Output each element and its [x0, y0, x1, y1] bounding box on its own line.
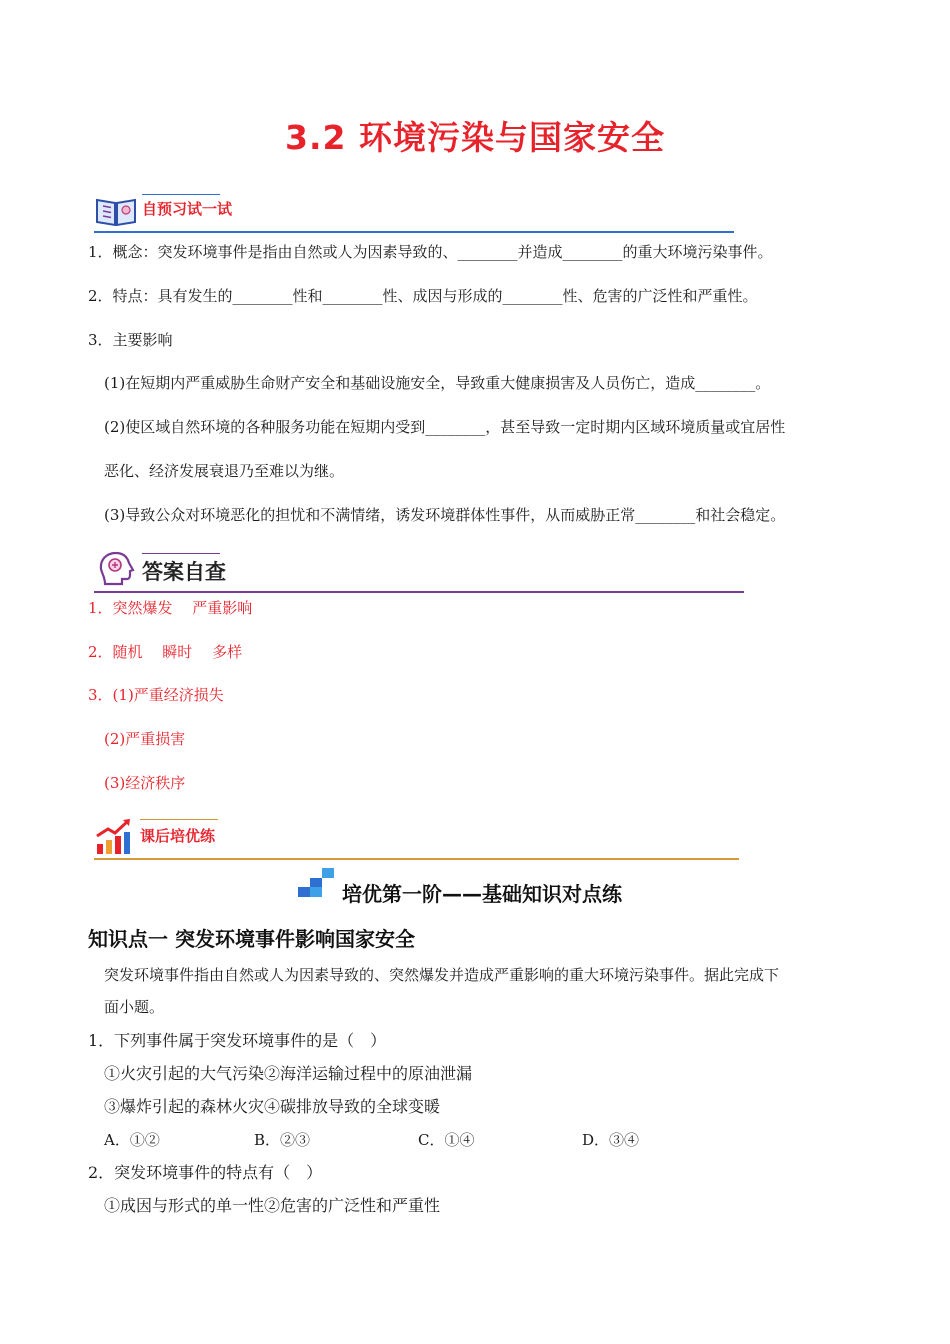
- knowledge-point-title: 知识点一 突发环境事件影响国家安全: [88, 927, 415, 951]
- level-heading: [298, 868, 718, 908]
- practice-intro-1: 突发环境事件指由自然或人为因素导致的、突然爆发并造成严重影响的重大环境污染事件。据此完成下: [104, 966, 780, 984]
- practice-banner-underline: [140, 819, 218, 820]
- answer-item-1: 1．突然爆发 严重影响: [88, 599, 253, 617]
- stairs-icon: [298, 868, 338, 898]
- answers-banner-label: 答案自查: [142, 560, 226, 584]
- q2-statements-1: ①成因与形式的单一性②危害的广泛性和严重性: [104, 1196, 441, 1215]
- preview-banner-label: 自预习试一试: [142, 200, 233, 218]
- practice-section-banner: [94, 816, 739, 860]
- q1-statements-2: ③爆炸引起的森林火灾④碳排放导致的全球变暖: [104, 1097, 441, 1116]
- q1-option-a[interactable]: A．①②: [104, 1131, 160, 1149]
- growth-chart-icon: [94, 816, 134, 856]
- level-title: 培优第一阶——基础知识对点练: [342, 882, 622, 906]
- q1-option-c[interactable]: C．①④: [418, 1131, 475, 1149]
- preview-section-banner: [94, 190, 734, 232]
- q1-option-b[interactable]: B．②③: [254, 1131, 311, 1149]
- brain-icon: [96, 550, 136, 588]
- book-icon: [94, 192, 138, 228]
- practice-rule: [94, 858, 739, 860]
- q1-option-d[interactable]: D．③④: [582, 1131, 640, 1149]
- answer-item-3-1: 3．(1)严重经济损失: [88, 686, 224, 704]
- preview-item-1: 1．概念：突发环境事件是指由自然或人为因素导致的、________并造成________的重大环境污染事件。: [88, 243, 773, 261]
- preview-item-3-2-cont: 恶化、经济发展衰退乃至难以为继。: [104, 462, 345, 480]
- answer-item-2: 2．随机 瞬时 多样: [88, 643, 243, 661]
- answer-item-3-3: (3)经济秩序: [104, 774, 186, 792]
- q1-stem: 1．下列事件属于突发环境事件的是（ ）: [88, 1031, 387, 1050]
- preview-item-2: 2．特点：具有发生的________性和________性、成因与形成的________性、危害的广泛性和严重性。: [88, 287, 758, 305]
- preview-rule: [94, 231, 734, 233]
- answers-section-banner: [94, 550, 744, 592]
- preview-item-3-1: (1)在短期内严重威胁生命财产安全和基础设施安全，导致重大健康损害及人员伤亡，造成________。: [104, 374, 771, 392]
- q1-statements-1: ①火灾引起的大气污染②海洋运输过程中的原油泄漏: [104, 1064, 473, 1083]
- preview-item-3-3: (3)导致公众对环境恶化的担忧和不满情绪，诱发环境群体性事件，从而威胁正常________和社会稳定。: [104, 506, 786, 524]
- preview-item-3-2: (2)使区域自然环境的各种服务功能在短期内受到________，甚至导致一定时期内区域环境质量或宜居性: [104, 418, 786, 436]
- answers-banner-underline: [142, 553, 220, 554]
- practice-banner-label: 课后培优练: [140, 827, 216, 845]
- answer-item-3-2: (2)严重损害: [104, 730, 186, 748]
- preview-item-3: 3．主要影响: [88, 331, 173, 349]
- practice-intro-2: 面小题。: [104, 998, 165, 1016]
- q2-stem: 2．突发环境事件的特点有（ ）: [88, 1163, 323, 1182]
- page-title: 3.2 环境污染与国家安全: [285, 118, 665, 157]
- preview-banner-underline: [142, 194, 220, 195]
- answers-rule: [94, 591, 744, 593]
